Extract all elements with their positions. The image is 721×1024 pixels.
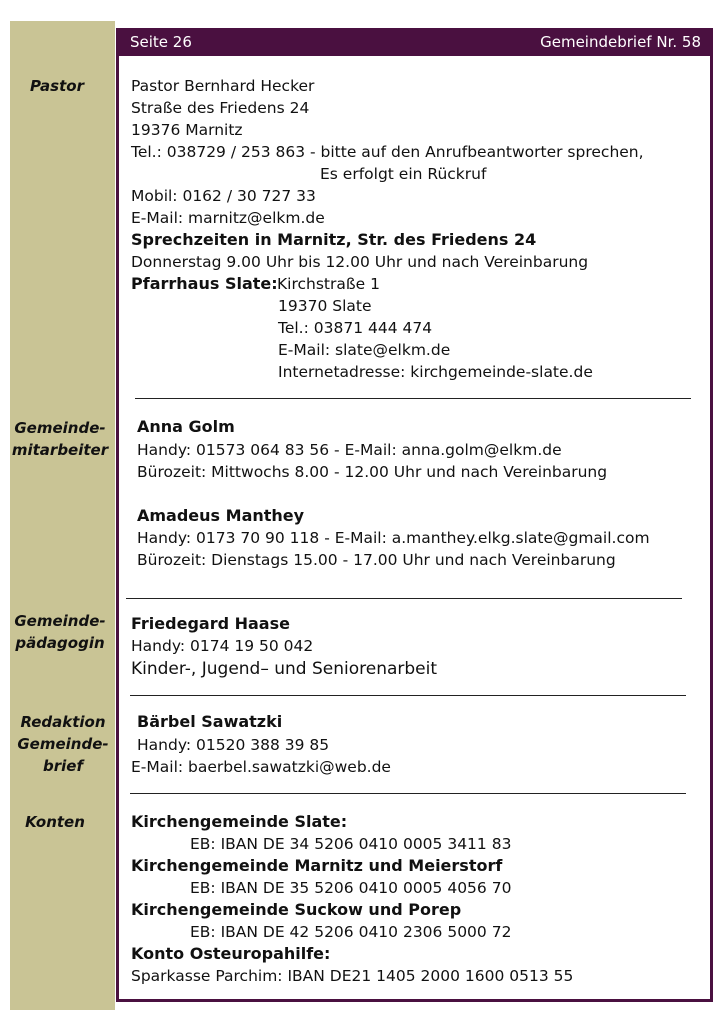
divider — [130, 695, 686, 696]
pastor-city: 19376 Marnitz — [131, 121, 243, 139]
paedagogin-area: Kinder-, Jugend– und Seniorenarbeit — [131, 659, 438, 679]
pastor-name: Pastor Bernhard Hecker — [131, 77, 315, 95]
page-header — [116, 28, 713, 56]
account-name: Kirchengemeinde Slate: — [131, 812, 348, 831]
slate-web: Internetadresse: kirchgemeinde-slate.de — [278, 363, 593, 381]
label-pastor: Pastor — [30, 77, 84, 95]
redaktion-email: E-Mail: baerbel.sawatzki@web.de — [131, 758, 391, 776]
pastor-callback: Es erfolgt ein Rückruf — [320, 165, 487, 183]
pastor-tel: Tel.: 038729 / 253 863 - bitte auf den Anrufbeantworter sprechen, — [131, 143, 644, 161]
pastor-email: E-Mail: marnitz@elkm.de — [131, 209, 325, 227]
staff-hours: Bürozeit: Dienstags 15.00 - 17.00 Uhr und nach Vereinbarung — [137, 551, 616, 569]
account-name: Konto Osteuropahilfe: — [131, 944, 331, 963]
slate-street: Kirchstraße 1 — [277, 275, 380, 293]
slate-email: E-Mail: slate@elkm.de — [278, 341, 451, 359]
account-iban: EB: IBAN DE 34 5206 0410 0005 3411 83 — [190, 835, 512, 853]
account-iban: Sparkasse Parchim: IBAN DE21 1405 2000 1600 0513 55 — [131, 967, 574, 985]
account-name: Kirchengemeinde Suckow und Porep — [131, 900, 462, 919]
page-number: Seite 26 — [130, 33, 192, 51]
label-mitarbeiter: Gemeinde- mitarbeiter — [11, 419, 109, 459]
staff-hours: Bürozeit: Mittwochs 8.00 - 12.00 Uhr und nach Vereinbarung — [137, 463, 608, 481]
sidebar-band — [10, 21, 115, 1010]
staff-contact: Handy: 0173 70 90 118 - E-Mail: a.manthey.elkg.slate@gmail.com — [137, 529, 650, 547]
account-iban: EB: IBAN DE 35 5206 0410 0005 4056 70 — [190, 879, 512, 897]
account-iban: EB: IBAN DE 42 5206 0410 2306 5000 72 — [190, 923, 512, 941]
staff-name: Amadeus Manthey — [137, 506, 305, 525]
issue-number: Gemeindebrief Nr. 58 — [540, 33, 701, 51]
redaktion-phone: Handy: 01520 388 39 85 — [137, 736, 330, 754]
pastor-mobile: Mobil: 0162 / 30 727 33 — [131, 187, 316, 205]
office-hours: Donnerstag 9.00 Uhr bis 12.00 Uhr und nach Vereinbarung — [131, 253, 589, 271]
label-paedagogin: Gemeinde- pädagogin — [14, 612, 106, 652]
divider — [130, 793, 686, 794]
account-name: Kirchengemeinde Marnitz und Meierstorf — [131, 856, 503, 875]
label-konten: Konten — [25, 813, 85, 831]
pastor-street: Straße des Friedens 24 — [131, 99, 310, 117]
divider — [126, 598, 682, 599]
staff-contact: Handy: 01573 064 83 56 - E-Mail: anna.golm@elkm.de — [137, 441, 562, 459]
slate-label: Pfarrhaus Slate: — [131, 274, 278, 293]
divider — [135, 398, 691, 399]
slate-tel: Tel.: 03871 444 474 — [278, 319, 433, 337]
paedagogin-name: Friedegard Haase — [131, 614, 290, 633]
slate-city: 19370 Slate — [278, 297, 372, 315]
label-redaktion: Redaktion Gemeinde- brief — [17, 713, 109, 775]
staff-name: Anna Golm — [137, 417, 235, 436]
paedagogin-phone: Handy: 0174 19 50 042 — [131, 637, 314, 655]
office-hours-heading: Sprechzeiten in Marnitz, Str. des Friedens 24 — [131, 230, 537, 249]
redaktion-name: Bärbel Sawatzki — [137, 712, 283, 731]
